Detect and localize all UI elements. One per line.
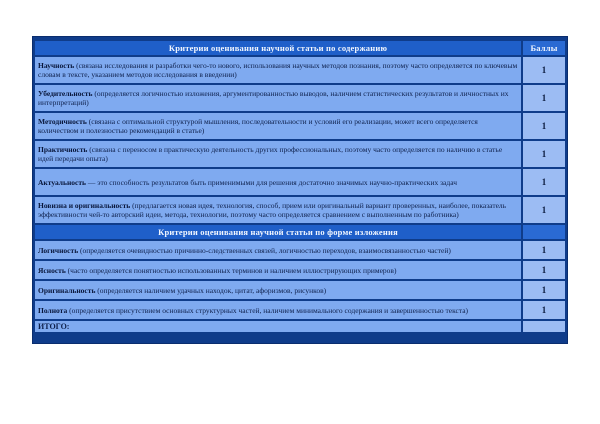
criterion-text: (определяется присутствием основных структурных частей, наличием минимального содержания и завершенностью текста) [67, 305, 469, 315]
criterion-term: Ясность [38, 265, 66, 275]
score-cell: 1 [521, 281, 565, 299]
criterion-cell [35, 141, 521, 167]
criterion-cell [35, 169, 521, 195]
table-row [35, 261, 565, 279]
criterion-text: (определяется логичностью изложения, аргументированностью выводов, наличием статистических результатов и личностных их интерпретаций) [38, 89, 509, 107]
criterion-cell [35, 85, 521, 111]
score-cell: 1 [521, 197, 565, 223]
score-cell: 1 [521, 241, 565, 259]
header-form-score [521, 225, 565, 239]
table-header-content [35, 41, 565, 55]
criterion-term: Новизна и оригинальность [38, 201, 131, 210]
table-row [35, 169, 565, 195]
criterion-text: (часто определяется понятностью использованных терминов и наличием иллюстрирующих примеров) [65, 265, 397, 275]
criterion-text: (связана с переносом в практическую деятельность других профессиональных, поэтому часто определяется по наличию в статье идей передачи опыта) [38, 145, 503, 163]
criterion-text: (связана с оптимальной структурой мышления, последовательности и условий его реализации, может всего определяется количеством и полезностью рекомендаций в статье) [38, 117, 478, 135]
criterion-term: Методичность [38, 117, 87, 126]
criterion-cell [35, 241, 521, 259]
table-row [35, 85, 565, 111]
criterion-cell [35, 197, 521, 223]
table-row [35, 57, 565, 83]
table-row [35, 241, 565, 259]
criterion-text: (определяется наличием удачных находок, цитат, афоризмов, рисунков) [95, 285, 327, 295]
criterion-term: Актуальность [38, 177, 87, 187]
criterion-cell [35, 261, 521, 279]
criterion-term: Практичность [38, 145, 88, 154]
criterion-cell [35, 301, 521, 319]
total-label: ИТОГО: [35, 321, 521, 332]
header-form-title: Критерии оценивания научной статьи по форме изложения [35, 225, 521, 239]
criterion-term: Оригинальность [38, 285, 96, 295]
score-cell: 1 [521, 169, 565, 195]
criterion-text: (определяется очевидностью причинно-следственных связей, логичностью переходов, взаимосвязанностью частей) [78, 245, 451, 255]
criterion-cell [35, 113, 521, 139]
score-cell: 1 [521, 301, 565, 319]
criterion-term: Логичность [38, 245, 79, 255]
score-cell: 1 [521, 57, 565, 83]
table-row [35, 197, 565, 223]
criterion-text: (предлагается новая идея, технология, способ, прием или оригинальный вариант проверенных, наиболее, показатель эффективности чей-то авторский идеи, метода, технологии, поэтому часто определяется сравнением с выполненным по работника) [38, 201, 507, 219]
criterion-term: Убедительность [38, 89, 93, 98]
total-row [35, 321, 565, 332]
header-score-title: Баллы [521, 41, 565, 55]
table-header-form [35, 225, 565, 239]
criteria-table [35, 39, 565, 334]
score-cell: 1 [521, 85, 565, 111]
total-score [521, 321, 565, 332]
criteria-table-frame [32, 36, 568, 344]
criterion-term: Научность [38, 61, 75, 70]
table-row [35, 301, 565, 319]
score-cell: 1 [521, 113, 565, 139]
criterion-text: — это способность результатов быть применимыми для решения достаточно значимых научно-практических задач [86, 177, 457, 187]
table-row [35, 281, 565, 299]
criterion-cell [35, 57, 521, 83]
score-cell: 1 [521, 141, 565, 167]
table-row [35, 113, 565, 139]
table-row [35, 141, 565, 167]
criterion-cell [35, 281, 521, 299]
header-content-title: Критерии оценивания научной статьи по содержанию [35, 41, 521, 55]
criterion-term: Полнота [38, 305, 68, 315]
criterion-text: (связана исследования и разработки чего-то нового, использования научных методов познания, поэтому часто определяется по ключевым словам в тексте, указанием методов исследования в введении) [38, 61, 518, 79]
score-cell: 1 [521, 261, 565, 279]
